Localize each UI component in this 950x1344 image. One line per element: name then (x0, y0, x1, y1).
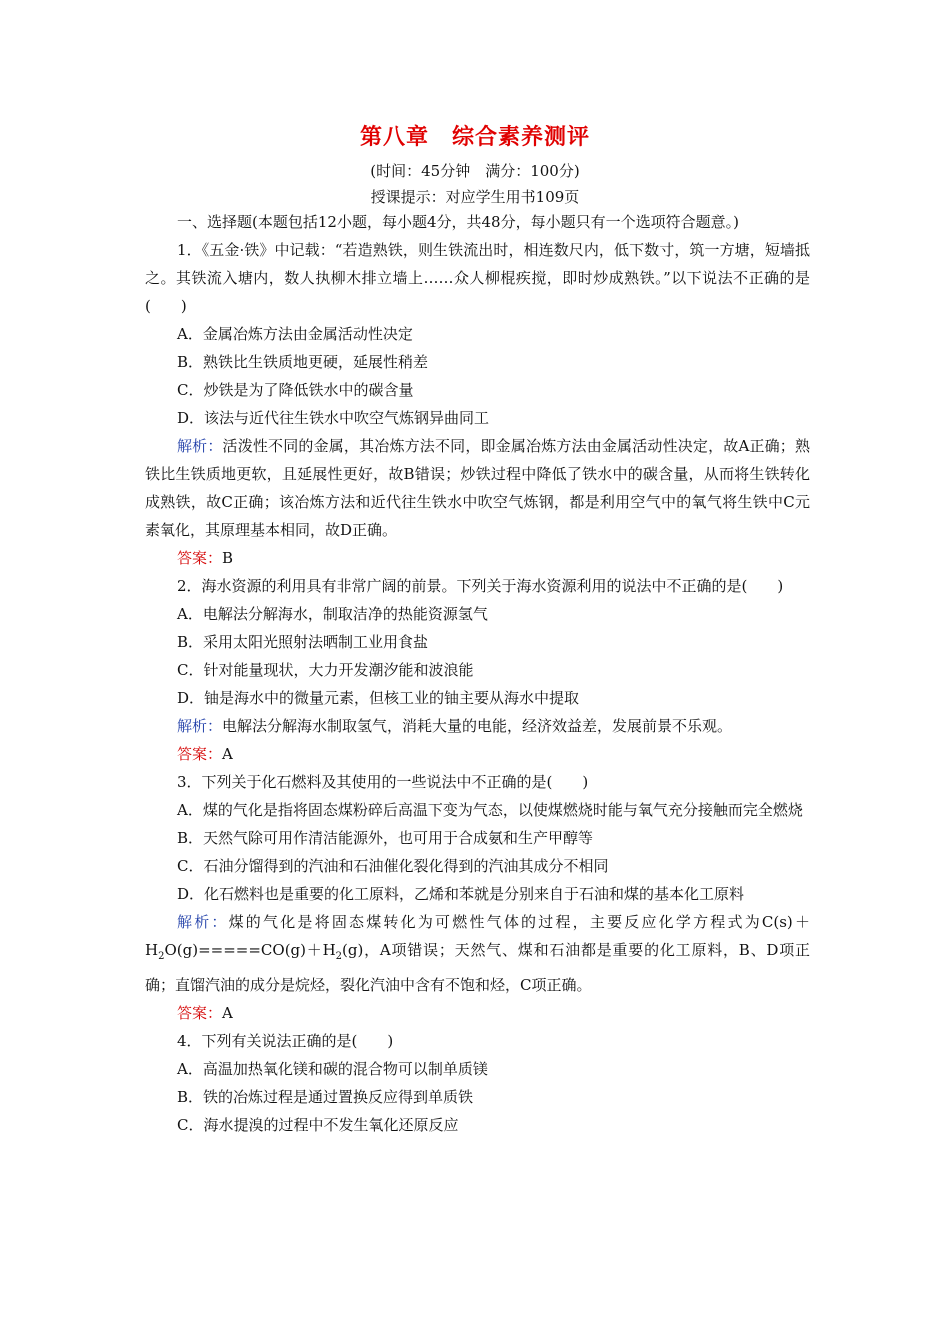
analysis-label: 解析： (177, 437, 223, 455)
question-3-option-d: D．化石燃料也是重要的化工原料，乙烯和苯就是分别来自于石油和煤的基本化工原料 (177, 885, 745, 903)
page-title: 第八章 综合素养测评 (359, 124, 590, 150)
answer-label: 答案： (177, 549, 223, 567)
time-info: (时间：45分钟 满分：100分) (370, 162, 580, 180)
analysis-text-part1: 煤的气化是将固态煤转化为可燃性气体的过程，主要反应化学方程式为C(s)＋H (145, 913, 810, 959)
subscript-2: 2 (158, 951, 165, 962)
answer-value: A (222, 1004, 233, 1022)
question-2-answer (145, 740, 810, 768)
answer-label: 答案： (177, 1004, 223, 1022)
analysis-label: 解析： (177, 717, 223, 735)
question-3-analysis (145, 908, 810, 999)
textbook-hint: 授课提示：对应学生用书109页 (370, 188, 580, 206)
answer-label: 答案： (177, 745, 223, 763)
content-body (145, 208, 810, 1139)
question-4-option-a: A．高温加热氧化镁和碳的混合物可以制单质镁 (177, 1060, 488, 1078)
answer-value: B (222, 549, 234, 567)
question-1-stem: 1．《五金·铁》中记载：“若造熟铁，则生铁流出时，相连数尺内，低下数寸，筑一方塘，短墙抵之。其铁流入塘内，数人执柳木排立墙上……众人柳棍疾搅，即时炒成熟铁。”以下说法不正确的是( ) (145, 241, 810, 315)
question-2-option-a: A．电解法分解海水，制取洁净的热能资源氢气 (177, 605, 488, 623)
question-1-option-a: A．金属冶炼方法由金属活动性决定 (177, 325, 413, 343)
analysis-text: 活泼性不同的金属，其冶炼方法不同，即金属冶炼方法由金属活动性决定，故A正确；熟铁比生铁质地更软，且延展性更好，故B错误；炒铁过程中降低了铁水中的碳含量，从而将生铁转化成熟铁，故C正确；该冶炼方法和近代往生铁水中吹空气炼钢，都是利用空气中的氧气将生铁中C元素氧化，其原理基本相同，故D正确。 (145, 437, 810, 539)
subscript-2: 2 (335, 951, 343, 962)
question-4-option-b: B．铁的冶炼过程是通过置换反应得到单质铁 (177, 1088, 474, 1106)
section-header: 一、选择题(本题包括12小题，每小题4分，共48分，每小题只有一个选项符合题意。) (177, 213, 739, 231)
question-1-option-d: D．该法与近代往生铁水中吹空气炼钢异曲同工 (177, 409, 490, 427)
question-3-option-b: B．天然气除可用作清洁能源外，也可用于合成氨和生产甲醇等 (177, 829, 594, 847)
question-1-analysis (145, 432, 810, 544)
question-3-stem: 3．下列关于化石燃料及其使用的一些说法中不正确的是( ) (177, 773, 589, 791)
question-2-analysis (145, 712, 810, 740)
answer-value: A (222, 745, 233, 763)
question-3-option-c: C．石油分馏得到的汽油和石油催化裂化得到的汽油其成分不相同 (177, 857, 609, 875)
question-2-stem: 2．海水资源的利用具有非常广阔的前景。下列关于海水资源利用的说法中不正确的是( ) (177, 577, 784, 595)
question-2-option-b: B．采用太阳光照射法晒制工业用食盐 (177, 633, 429, 651)
question-2-option-d: D．铀是海水中的微量元素，但核工业的铀主要从海水中提取 (177, 689, 580, 707)
question-1-option-b: B．熟铁比生铁质地更硬，延展性稍差 (177, 353, 429, 371)
question-4-stem: 4．下列有关说法正确的是( ) (177, 1032, 394, 1050)
analysis-text: 电解法分解海水制取氢气，消耗大量的电能，经济效益差，发展前景不乐观。 (222, 717, 733, 735)
analysis-text-part2: O(g)=====CO(g)＋H (164, 941, 336, 959)
question-1-answer (145, 544, 810, 572)
question-2-option-c: C．针对能量现状，大力开发潮汐能和波浪能 (177, 661, 474, 679)
analysis-text-part3: (g)，A项错误；天然气、煤和石油都是重要的化工原料，B、D项正确；直馏汽油的成分是烷烃，裂化汽油中含有不饱和烃，C项正确。 (145, 941, 810, 994)
analysis-label: 解析： (177, 913, 229, 931)
question-1-option-c: C．炒铁是为了降低铁水中的碳含量 (177, 381, 414, 399)
question-4-option-c: C．海水提溴的过程中不发生氧化还原反应 (177, 1116, 459, 1134)
question-3-option-a: A．煤的气化是指将固态煤粉碎后高温下变为气态，以使煤燃烧时能与氧气充分接触而完全燃烧 (177, 801, 803, 819)
question-3-answer (145, 999, 810, 1027)
